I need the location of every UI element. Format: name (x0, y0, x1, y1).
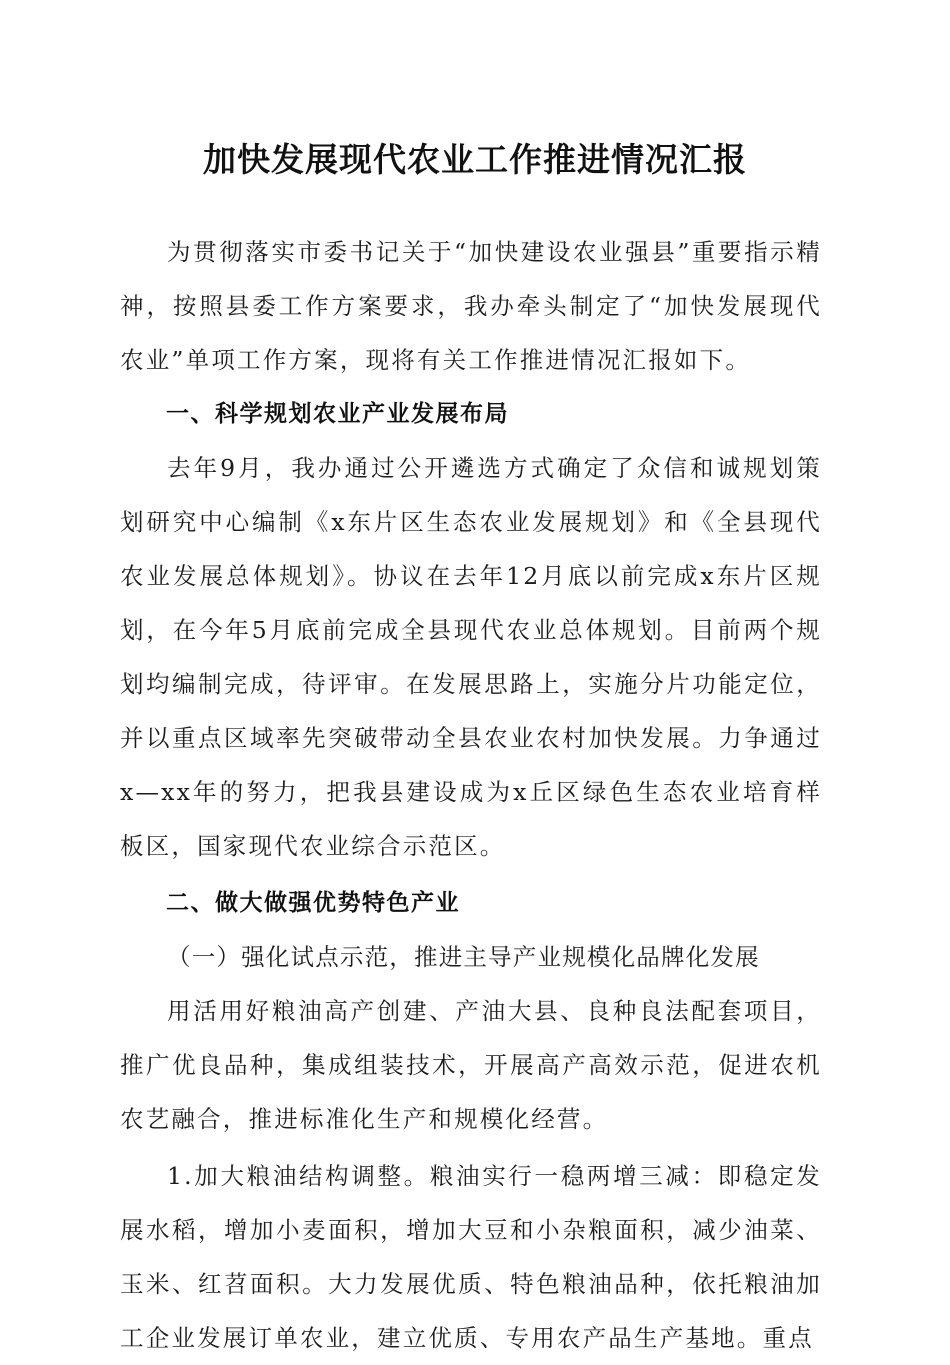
document-body (120, 225, 822, 1365)
section1-paragraph: 去年9月，我办通过公开遴选方式确定了众信和诚规划策划研究中心编制《x东片区生态农业发展规划》和《全县现代农业发展总体规划》。协议在去年12月底以前完成x东片区规划，在今年5月底前完成全县现代农业总体规划。目前两个规划均编制完成，待评审。在发展思路上，实施分片功能定位，并以重点区域率先突破带动全县农业农村加快发展。力争通过x—xx年的努力，把我县建设成为x丘区绿色生态农业培育样板区，国家现代农业综合示范区。 (120, 454, 822, 860)
subsection1-paragraph: 用活用好粮油高产创建、产油大县、良种良法配套项目，推广优良品种，集成组装技术，开展高产高效示范，促进农机农艺融合，推进标准化生产和规模化经营。 (120, 997, 822, 1133)
section1-heading: 一、科学规划农业产业发展布局 (166, 401, 509, 427)
intro-paragraph: 为贯彻落实市委书记关于“加快建设农业强县”重要指示精神，按照县委工作方案要求，我办牵头制定了“加快发展现代农业”单项工作方案，现将有关工作推进情况汇报如下。 (120, 238, 822, 374)
document-title: 加快发展现代农业工作推进情况汇报 (203, 140, 747, 179)
subsection1-heading: （一）强化试点示范，推进主导产业规模化品牌化发展 (167, 943, 760, 971)
section2-heading: 二、做大做强优势特色产业 (166, 890, 460, 916)
item1-paragraph: 1.加大粮油结构调整。粮油实行一稳两增三减：即稳定发展水稻，增加小麦面积，增加大豆和小杂粮面积，减少油菜、玉米、红苕面积。大力发展优质、特色粮油品种，依托粮油加工企业发展订单农业，建立优质、专用农产品生产基地。重点 (120, 1162, 822, 1352)
